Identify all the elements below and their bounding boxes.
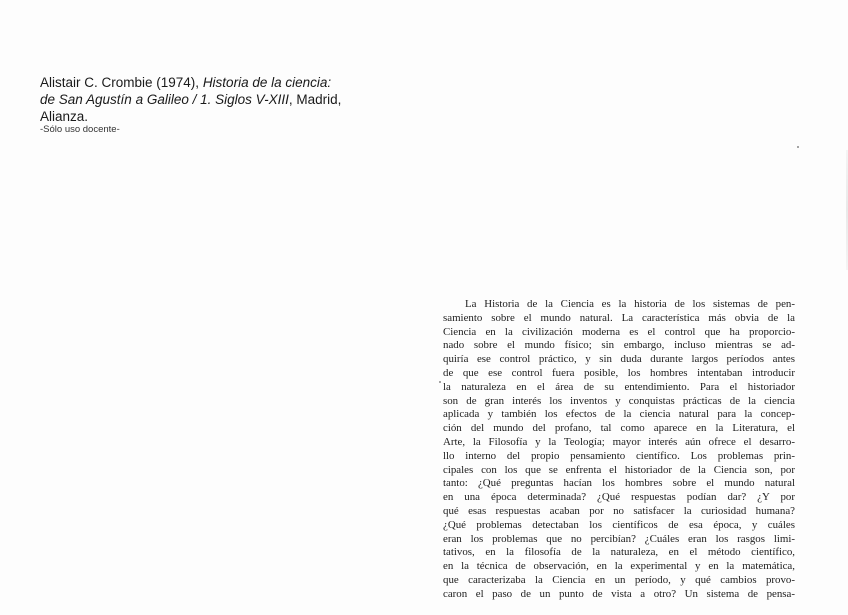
text-line: aplicada y también los efectos de la ciencia natural para la concep- bbox=[443, 408, 795, 421]
usage-note: -Sólo uso docente- bbox=[40, 124, 120, 135]
text-line: llo interno del propio pensamiento científico. Los problemas prin- bbox=[443, 449, 795, 462]
citation-title-part1: Historia de la ciencia: bbox=[202, 75, 332, 90]
text-line: tativos, en la filosofía de la naturaleza, en el método científico, bbox=[443, 546, 795, 559]
citation-publisher-place: , Madrid, bbox=[288, 92, 342, 107]
scan-speck bbox=[439, 381, 441, 383]
text-line: quiría ese control práctico, y sin duda durante largos períodos antes bbox=[443, 353, 795, 366]
text-line: samiento sobre el mundo natural. La característica más obvia de la bbox=[443, 311, 795, 324]
text-line: ¿Qué problemas detectaban los científicos de esa época, y cuáles bbox=[443, 518, 795, 531]
text-line: en una época determinada? ¿Qué respuestas podían dar? ¿Y por bbox=[443, 491, 795, 504]
text-line: nado sobre el mundo físico; sin embargo, incluso mientras se ad- bbox=[443, 339, 795, 352]
text-line: caron el paso de un punto de vista a otro? Un sistema de pensa- bbox=[443, 587, 795, 600]
scan-speck bbox=[797, 146, 799, 148]
text-line: de que ese control fuera posible, los hombres intentaban introducir bbox=[443, 366, 795, 379]
book-excerpt bbox=[443, 298, 795, 602]
text-line: qué esas respuestas acaban por no satisfacer la curiosidad humana? bbox=[443, 504, 795, 517]
citation-title-part2: de San Agustín a Galileo / 1. Siglos V-XIII bbox=[40, 92, 289, 107]
text-line: la naturaleza en el área de su entendimiento. Para el historiador bbox=[443, 380, 795, 393]
text-line: son de gran interés los inventos y conquistas prácticas de la ciencia bbox=[443, 394, 795, 407]
text-line: Arte, la Filosofía y la Teología; mayor interés aún ofrece el desarro- bbox=[443, 435, 795, 448]
text-line: eran los problemas que no percibían? ¿Cuáles eran los rasgos limi- bbox=[443, 532, 795, 545]
text-line: que caracterizaba la Ciencia en un período, y qué cambios provo- bbox=[443, 573, 795, 586]
citation-publisher: Alianza. bbox=[40, 109, 89, 124]
text-line: Ciencia en la civilización moderna es el control que ha proporcio- bbox=[443, 325, 795, 338]
text-line: cipales con los que se enfrenta el historiador de la Ciencia son, por bbox=[443, 463, 795, 476]
text-line: La Historia de la Ciencia es la historia de los sistemas de pen- bbox=[465, 298, 795, 310]
citation-block bbox=[40, 74, 370, 125]
text-line: ción del mundo del profano, tal como aparece en la Literatura, el bbox=[443, 422, 795, 435]
citation-author-year: Alistair C. Crombie (1974), bbox=[40, 75, 203, 90]
text-line: tanto: ¿Qué preguntas hacían los hombres sobre el mundo natural bbox=[443, 477, 795, 490]
text-line: en la técnica de observación, en la experimental y en la matemática, bbox=[443, 560, 795, 573]
